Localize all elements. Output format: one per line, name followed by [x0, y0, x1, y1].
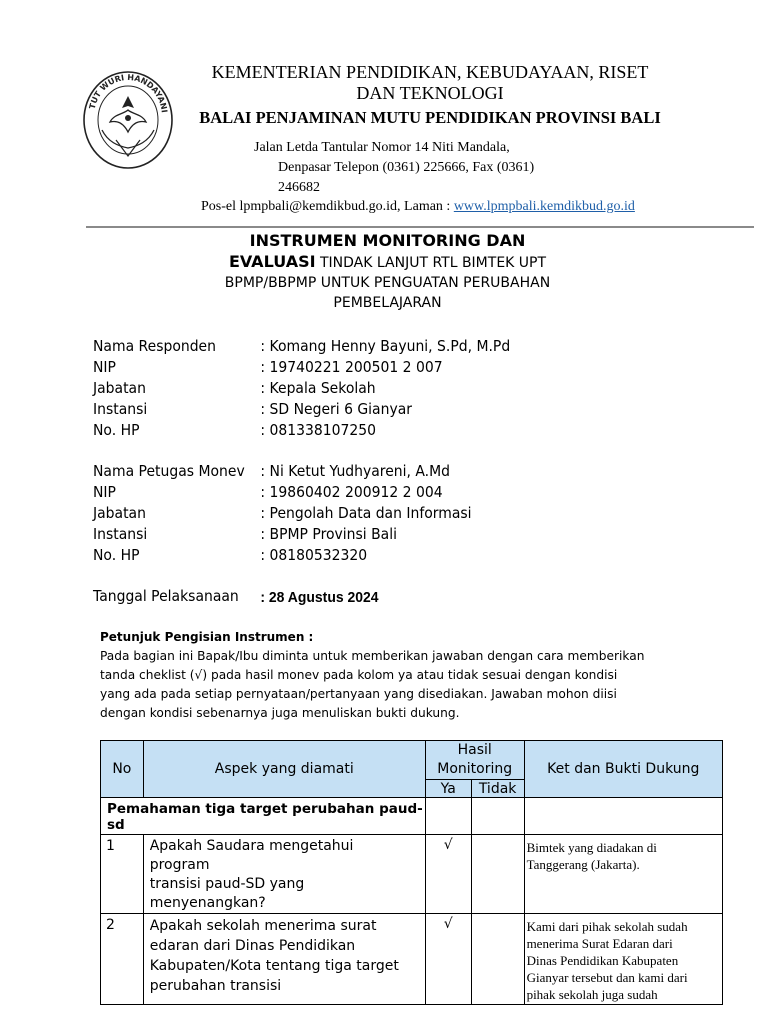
- respondent-position-value: : Kepala Sekolah: [260, 379, 376, 397]
- respondent-name-value: : Komang Henny Bayuni, S.Pd, M.Pd: [260, 337, 511, 355]
- respondent-name-label: Nama Responden: [93, 337, 216, 355]
- row-notes-line: Dinas Pendidikan Kabupaten: [526, 953, 679, 968]
- row-yes-check[interactable]: √: [425, 914, 471, 1005]
- row-number: 1: [101, 835, 144, 914]
- row-notes-line: Tanggerang (Jakarta).: [526, 857, 640, 872]
- table-row: [101, 835, 723, 914]
- address-line3: 246682: [278, 180, 320, 195]
- section-notes-cell: [524, 798, 722, 835]
- respondent-phone-label: No. HP: [93, 421, 140, 439]
- respondent-agency-label: Instansi: [93, 400, 148, 418]
- officer-name-label: Nama Petugas Monev: [93, 462, 245, 480]
- instructions-line3: yang ada pada setiap pernyataan/pertanyaan yang disediakan. Jawaban mohon diisi: [100, 687, 617, 701]
- officer-agency-label: Instansi: [93, 525, 148, 543]
- row-no-check[interactable]: [471, 914, 524, 1005]
- row-aspect-line: Apakah Saudara mengetahui: [149, 838, 354, 854]
- section-title: Pemahaman tiga target perubahan paud-sd: [101, 798, 426, 835]
- respondent-nip-value: : 19740221 200501 2 007: [260, 358, 443, 376]
- header-notes: Ket dan Bukti Dukung: [524, 741, 722, 798]
- row-number: 2: [101, 914, 144, 1005]
- row-aspect-line: menyenangkan?: [149, 895, 266, 911]
- title-line3: BPMP/BBPMP UNTUK PENGUATAN PERUBAHAN: [224, 275, 551, 291]
- instructions-line1: Pada bagian ini Bapak/Ibu diminta untuk memberikan jawaban dengan cara memberikan: [100, 649, 645, 663]
- instructions: [100, 628, 660, 723]
- officer-nip-value: : 19860402 200912 2 004: [260, 483, 443, 501]
- header-result-line2: Monitoring: [437, 761, 513, 777]
- instructions-heading: Petunjuk Pengisian Instrumen :: [100, 630, 314, 644]
- header-no: No: [101, 741, 144, 798]
- respondent-nip-label: NIP: [93, 358, 116, 376]
- header-result: [425, 741, 524, 780]
- row-yes-check[interactable]: √: [425, 835, 471, 914]
- ministry-name-line1: KEMENTERIAN PENDIDIKAN, KEBUDAYAAN, RISET: [211, 62, 649, 82]
- officer-agency-value: : BPMP Provinsi Bali: [260, 525, 397, 543]
- tut-wuri-handayani-logo-icon: [80, 70, 176, 172]
- row-aspect-line: transisi paud-SD yang: [149, 876, 305, 892]
- title-line4: PEMBELAJARAN: [333, 295, 442, 311]
- date-row: [0, 586, 651, 610]
- officer-phone-value: : 08180532320: [260, 546, 368, 564]
- row-notes: [524, 914, 722, 1005]
- row-notes-line: menerima Surat Edaran dari: [526, 936, 673, 951]
- row-notes-line: Kami dari pihak sekolah sudah: [526, 919, 688, 934]
- address-line1: Jalan Letda Tantular Nomor 14 Niti Mandala,: [254, 140, 510, 155]
- respondent-phone-value: : 081338107250: [260, 421, 377, 439]
- section-yes-cell: [425, 798, 471, 835]
- header-no-answer: Tidak: [471, 780, 524, 798]
- ministry-name: [190, 62, 670, 104]
- instructions-line2: tanda cheklist (√) pada hasil monev pada kolom ya atau tidak sesuai dengan kondisi: [100, 668, 618, 682]
- institution-name: BALAI PENJAMINAN MUTU PENDIDIKAN PROVINSI BALI: [199, 108, 661, 127]
- row-notes-line: Bimtek yang diadakan di: [526, 840, 657, 855]
- title-line2-rest: TINDAK LANJUT RTL BIMTEK UPT: [315, 255, 547, 271]
- officer-phone-label: No. HP: [93, 546, 140, 564]
- row-aspect-line: edaran dari Dinas Pendidikan: [149, 938, 356, 954]
- section-no-cell: [471, 798, 524, 835]
- monitoring-table: [100, 740, 723, 1005]
- row-aspect-line: program: [149, 857, 210, 873]
- header-result-line1: Hasil: [457, 742, 492, 758]
- officer-nip-label: NIP: [93, 483, 116, 501]
- respondent-agency-value: : SD Negeri 6 Gianyar: [260, 400, 413, 418]
- ministry-name-line2: DAN TEKNOLOGI: [356, 83, 504, 103]
- header-aspect: Aspek yang diamati: [143, 741, 425, 798]
- header-yes: Ya: [425, 780, 471, 798]
- row-aspect-line: Apakah sekolah menerima surat: [149, 918, 377, 934]
- date-value: : 28 Agustus 2024: [260, 589, 379, 606]
- row-notes: [524, 835, 722, 914]
- officer-info: [0, 461, 651, 571]
- row-notes-line: pihak sekolah juga sudah: [526, 987, 658, 1002]
- contact-line: [201, 198, 635, 216]
- section-row: [101, 798, 723, 835]
- table-row: [101, 914, 723, 1005]
- officer-position-value: : Pengolah Data dan Informasi: [260, 504, 472, 522]
- officer-position-label: Jabatan: [93, 504, 146, 522]
- row-aspect: [143, 835, 425, 914]
- officer-name-value: : Ni Ketut Yudhyareni, A.Md: [260, 462, 451, 480]
- letterhead-divider: [86, 226, 754, 228]
- respondent-position-label: Jabatan: [93, 379, 146, 397]
- email-text: Pos-el lpmpbali@kemdikbud.go.id, Laman :: [201, 199, 454, 214]
- document-title: [140, 231, 635, 313]
- title-line2-bold: EVALUASI: [228, 252, 316, 271]
- row-aspect-line: perubahan transisi: [149, 978, 282, 994]
- respondent-info: [0, 336, 651, 446]
- title-line1: INSTRUMEN MONITORING DAN: [249, 231, 526, 250]
- address-line2: Denpasar Telepon (0361) 225666, Fax (0361): [278, 160, 535, 175]
- website-link[interactable]: www.lpmpbali.kemdikbud.go.id: [453, 199, 635, 214]
- row-aspect-line: Kabupaten/Kota tentang tiga target: [149, 958, 399, 974]
- row-aspect: [143, 914, 425, 1005]
- row-notes-line: Gianyar tersebut dan kami dari: [526, 970, 688, 985]
- instructions-line4: dengan kondisi sebenarnya juga menuliskan bukti dukung.: [100, 706, 460, 720]
- row-no-check[interactable]: [471, 835, 524, 914]
- date-label: Tanggal Pelaksanaan: [93, 587, 239, 605]
- svg-text:TUT WURI HANDAYANI: TUT WURI HANDAYANI: [87, 72, 169, 114]
